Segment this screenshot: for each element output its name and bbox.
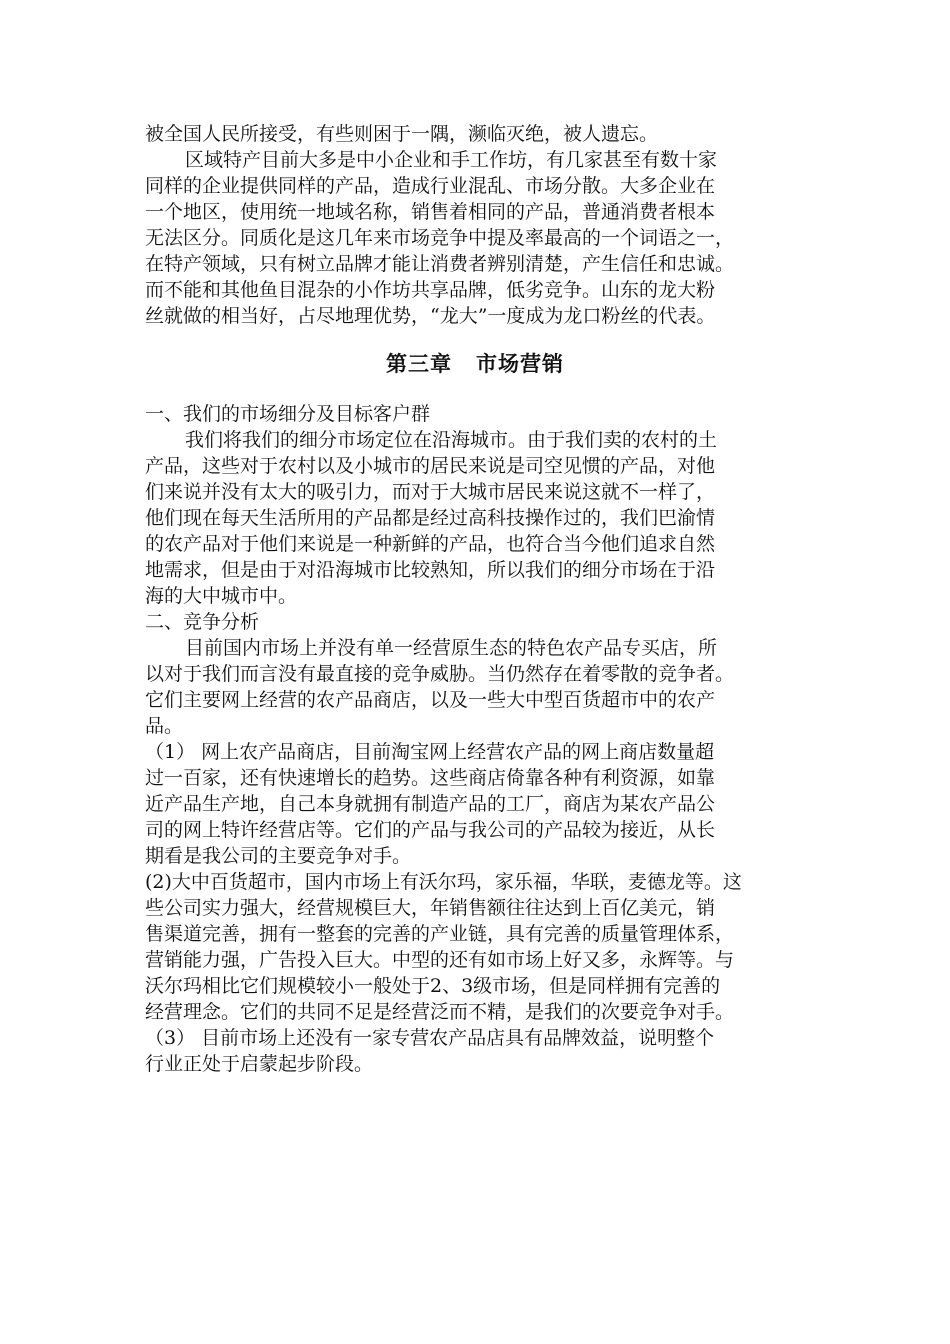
text-line: 一个地区，使用统一地域名称，销售着相同的产品，普通消费者根本 [145, 201, 716, 223]
text-line: 售渠道完善，拥有一整套的完善的产业链，具有完善的质量管理体系， [145, 923, 735, 945]
intro-paragraphs [145, 121, 805, 329]
section-heading: 一、我们的市场细分及目标客户群 [145, 403, 431, 425]
competitor-item-supermarkets [145, 869, 805, 1025]
text-line: 行业正处于启蒙起步阶段。 [145, 1053, 374, 1075]
text-line: （3） 目前市场上还没有一家专营农产品店具有品牌效益，说明整个 [145, 1027, 715, 1049]
text-line: 营销能力强，广告投入巨大。中型的还有如市场上好又多，永辉等。与 [145, 949, 735, 971]
text-line: 近产品生产地，自己本身就拥有制造产品的工厂，商店为某农产品公 [145, 793, 716, 815]
text-line: (2)大中百货超市，国内市场上有沃尔玛，家乐福，华联，麦德龙等。这 [145, 871, 742, 893]
text-line: 产品，这些对于农村以及小城市的居民来说是司空见惯的产品，对他 [145, 455, 716, 477]
chapter-title: 市场营销 [476, 352, 564, 376]
text-line: 司的网上特许经营店等。它们的产品与我公司的产品较为接近，从长 [145, 819, 716, 841]
text-line: 同样的企业提供同样的产品，造成行业混乱、市场分散。大多企业在 [145, 175, 716, 197]
text-line: 海的大中城市中。 [145, 585, 298, 607]
text-line: 过一百家，还有快速增长的趋势。这些商店倚靠各种有利资源，如靠 [145, 767, 716, 789]
text-line: 些公司实力强大，经营规模巨大，年销售额往往达到上百亿美元，销 [145, 897, 716, 919]
section-market-segmentation [145, 401, 805, 609]
text-line: 我们将我们的细分市场定位在沿海城市。由于我们卖的农村的土 [185, 429, 718, 451]
text-line: 经营理念。它们的共同不足是经营泛而不精，是我们的次要竞争对手。 [145, 1001, 735, 1023]
text-line: 期看是我公司的主要竞争对手。 [145, 845, 412, 867]
text-line: 目前国内市场上并没有单一经营原生态的特色农产品专买店，所 [185, 637, 718, 659]
text-line: 品。 [145, 715, 184, 737]
text-line: 们来说并没有太大的吸引力，而对于大城市居民来说这就不一样了， [145, 481, 716, 503]
text-line: 被全国人民所接受，有些则困于一隅，濒临灭绝，被人遗忘。 [145, 123, 659, 145]
text-line: 沃尔玛相比它们规模较小一般处于2、3级市场，但是同样拥有完善的 [145, 975, 721, 997]
text-line: 它们主要网上经营的农产品商店，以及一些大中型百货超市中的农产 [145, 689, 716, 711]
competitor-item-online-stores [145, 739, 805, 869]
text-line: 而不能和其他鱼目混杂的小作坊共享品牌，低劣竞争。山东的龙大粉 [145, 279, 716, 301]
text-line: 的农产品对于他们来说是一种新鲜的产品，也符合当今他们追求自然 [145, 533, 716, 555]
text-line: 丝就做的相当好，占尽地理优势，“龙大”一度成为龙口粉丝的代表。 [145, 305, 716, 327]
section-competition-analysis [145, 609, 805, 739]
text-line: （1） 网上农产品商店，目前淘宝网上经营农产品的网上商店数量超 [145, 741, 715, 763]
text-line: 以对于我们而言没有最直接的竞争威胁。当仍然存在着零散的竞争者。 [145, 663, 735, 685]
section-heading: 二、竞争分析 [145, 611, 260, 633]
text-line: 地需求，但是由于对沿海城市比较熟知，所以我们的细分市场在于沿 [145, 559, 716, 581]
chapter-heading [145, 349, 805, 379]
text-line: 无法区分。同质化是这几年来市场竞争中提及率最高的一个词语之一， [145, 227, 735, 249]
chapter-number: 第三章 [386, 352, 452, 376]
text-line: 区域特产目前大多是中小企业和手工作坊，有几家甚至有数十家 [185, 149, 718, 171]
document-body [145, 121, 805, 1077]
text-line: 在特产领域，只有树立品牌才能让消费者辨别清楚，产生信任和忠诚。 [145, 253, 735, 275]
text-line: 他们现在每天生活所用的产品都是经过高科技操作过的，我们巴渝情 [145, 507, 716, 529]
competitor-item-no-brand [145, 1025, 805, 1077]
